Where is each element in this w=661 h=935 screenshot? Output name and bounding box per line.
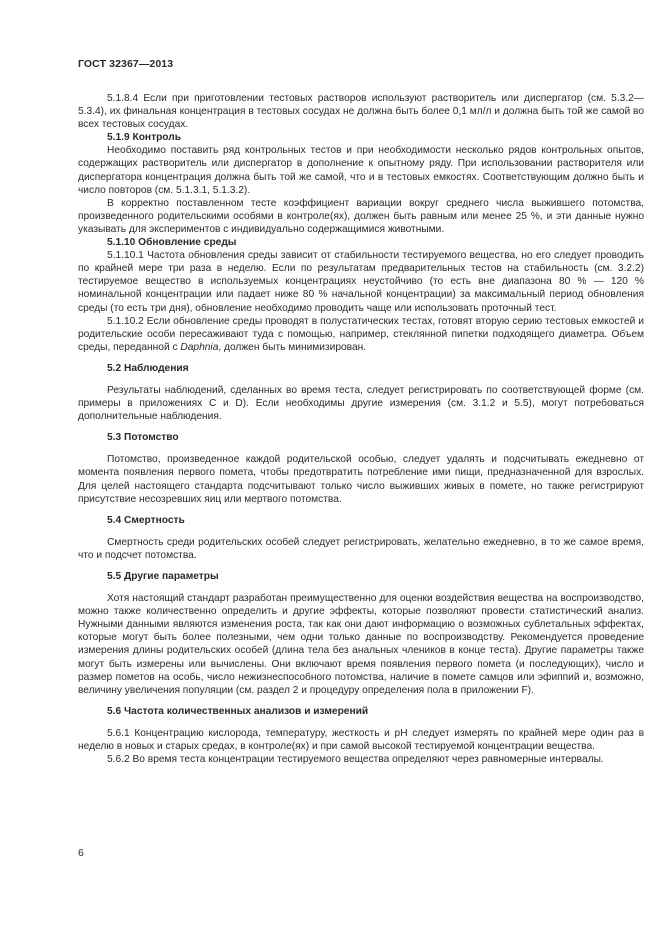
heading-5-4: 5.4 Смертность xyxy=(107,514,185,526)
paragraph-5-6-2: 5.6.2 Во время теста концентрации тестируемого вещества определяют через равномерные интервалы. xyxy=(107,754,604,766)
paragraph-5-1-9-b: В корректно поставленном тесте коэффициент вариации вокруг среднего числа выжившего потомства, произведенного родительскими особями в контроле(ях), должен быть равным или менее 25 %, и эти данные нужно указывать для экспериментов с индивидуально содержащимися животными. xyxy=(78,197,644,235)
heading-5-1-10: 5.1.10 Обновление среды xyxy=(107,237,237,249)
paragraph-5-4: Смертность среди родительских особей следует регистрировать, желательно ежедневно, в то же самое время, что и подсчет потомства. xyxy=(78,536,644,561)
heading-5-2: 5.2 Наблюдения xyxy=(107,362,189,374)
paragraph-5-1-10-2-end: , должен быть минимизирован. xyxy=(218,341,367,353)
species-name: Daphnia xyxy=(180,341,219,353)
paragraph-5-3: Потомство, произведенное каждой родительской особью, следует удалять и подсчитывать ежедневно от момента появления первого помета, чтобы предотвратить потребление ими пищи, предназначенной для взрослых. Для целей настоящего стандарта подсчитывают только число выживших живых в помете, но также регистрируют присутствие несозревших яиц или мертвого потомства. xyxy=(78,454,644,505)
paragraph-5-2: Результаты наблюдений, сделанных во время теста, следует регистрировать по соответствующей форме (см. примеры в приложениях С и D). Если необходимы другие измерения (см. 3.1.2 и 5.5), могут потребоваться дополнительные наблюдения. xyxy=(78,384,644,423)
paragraph-5-1-10-2-start: 5.1.10.2 Если обновление среды проводят в полустатических тестах, готовят вторую серию тестовых емкостей и родительские особи пересаживают туда с помощью, например, стеклянной пипетки подходящего диаметра. Объем среды, переданной с xyxy=(78,315,644,353)
paragraph-5-1-9-a: Необходимо поставить ряд контрольных тестов и при необходимости несколько рядов контрольных опытов, содержащих растворитель или диспергатор в дополнение к опытному ряду. При использовании растворителя или диспергатора концентрация должна быть той же самой, что и в тестовых емкостях. Соответствующим должно быть и число повторов (см. 5.1.3.1, 5.1.3.2). xyxy=(78,145,644,196)
document-header-title: ГОСТ 32367—2013 xyxy=(78,58,174,70)
heading-5-6: 5.6 Частота количественных анализов и измерений xyxy=(107,705,369,717)
heading-5-1-9: 5.1.9 Контроль xyxy=(107,132,181,144)
paragraph-5-1-10-2 xyxy=(78,315,644,354)
paragraph-5-1-8-4: 5.1.8.4 Если при приготовлении тестовых растворов используют растворитель или диспергатор (см. 5.3.2—5.3.4), их финальная концентрация в тестовых сосудах не должна быть более 0,1 мл/л и должна быть той же самой во всех тестовых сосудах. xyxy=(78,93,645,131)
paragraph-5-5: Хотя настоящий стандарт разработан преимущественно для оценки воздействия вещества на воспроизводство, можно также количественно определить и другие эффекты, которые позволяют провести статистический анализ. Нужными данными являются изменения роста, так как они дают информацию о возможных сублетальных эффектах, которые могут быть более полезными, чем одни только данные по воспроизводству. Рекомендуется проведение измерения длины родительских особей (длина тела без анальных члеников в конце теста). Другие параметры также могут быть измерены или вычислены. Они включают время появления первого помета (и последующих), число и размер пометов на особь, число нежизнеспособного потомства, наличие в помете самцов или эфиппий и, возможно, величину увеличения популяции (см. раздел 2 и процедуру определения пола в приложении F). xyxy=(78,593,644,696)
paragraph-5-1-10-1: 5.1.10.1 Частота обновления среды зависит от стабильности тестируемого вещества, но его следует проводить по крайней мере три раза в неделю. Если по результатам предварительных тестов на стабильность (см. 3.2.2) тестируемое вещество в используемых концентрациях неустойчиво (то есть вне диапазона 80 % — 120 % номинальной концентрации или падает ниже 80 % начальной концентрации) за максимальный период обновления среды (то есть три дня), обновление необходимо проводить чаще или использовать проточный тест. xyxy=(78,250,644,314)
heading-5-3: 5.3 Потомство xyxy=(107,432,179,444)
heading-5-5: 5.5 Другие параметры xyxy=(107,571,219,582)
paragraph-5-6-1: 5.6.1 Концентрацию кислорода, температуру, жесткость и рН следует измерять по крайней мере один раз в неделю в новых и старых средах, в контроле(ях) и при самой высокой тестируемой концентрации вещества. xyxy=(78,727,644,753)
page-number: 6 xyxy=(78,847,84,859)
document-body xyxy=(78,92,644,766)
